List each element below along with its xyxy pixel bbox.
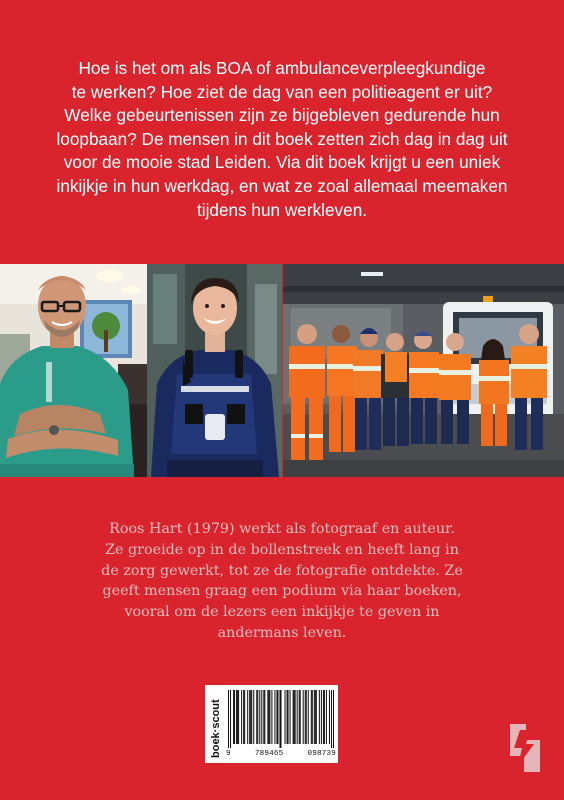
isbn-group-1: 789465: [254, 750, 284, 758]
barcode-bar: [263, 690, 264, 744]
barcode-bar: [323, 690, 324, 744]
barcode-bar: [324, 690, 325, 744]
barcode-bar: [279, 690, 280, 748]
book-blurb: [40, 57, 524, 222]
blurb-line: voor de mooie stad Leiden. Via dit boek krijgt u een uniek: [63, 152, 501, 173]
barcode-bar: [303, 690, 304, 744]
barcode-bar: [261, 690, 262, 744]
barcode-bar: [257, 690, 258, 744]
barcode-bar: [319, 690, 320, 744]
barcode-bar: [269, 690, 270, 744]
barcode-bar: [329, 690, 330, 744]
barcode-bar: [259, 690, 260, 744]
barcode-bar: [331, 690, 332, 748]
barcode-bar: [253, 690, 254, 744]
blurb-line: inkijkje in hun werkdag, en wat ze zoal allemaal meemaken: [56, 175, 508, 196]
barcode-bar: [300, 690, 301, 744]
boa-officer-photo: [147, 264, 282, 477]
barcode-bar: [247, 690, 248, 744]
barcode-bar: [305, 690, 306, 744]
barcode-bar: [297, 690, 298, 744]
lightning-logo: [504, 720, 548, 776]
barcode-bar: [293, 690, 294, 744]
barcode-bar: [321, 690, 322, 744]
blurb-line: te werken? Hoe ziet de dag van een politieagent er uit?: [71, 81, 493, 102]
bio-line: andermans leven.: [217, 624, 347, 641]
blurb-line: tijdens hun werkleven.: [196, 199, 368, 220]
barcode-bar: [294, 690, 295, 744]
bio-line: de zorg gewerkt, tot ze de fotografie ontdekte. Ze: [101, 562, 463, 579]
barcode-bar: [236, 690, 237, 744]
barcode-bar: [256, 690, 257, 744]
barcode-bar: [299, 690, 300, 744]
barcode-bar: [290, 690, 291, 744]
bio-line: geeft mensen graag een podium via haar boeken,: [102, 583, 462, 600]
barcode-bar: [250, 690, 251, 744]
barcode-bar: [288, 690, 289, 744]
barcode-bar: [244, 690, 245, 744]
barcode-bar: [312, 690, 313, 744]
blurb-line: Welke gebeurtenissen zijn ze bijgebleven gedurende hun: [64, 105, 500, 126]
barcode-bar: [243, 690, 244, 744]
isbn-first-digit: 9: [226, 750, 231, 758]
barcode-bar: [333, 690, 334, 748]
isbn-number: [226, 750, 336, 758]
sanitation-crew-photo: [283, 264, 564, 477]
barcode-bar: [308, 690, 309, 744]
barcode-bar: [234, 690, 235, 744]
barcode-bar: [287, 690, 288, 744]
ambulance-nurse-photo: [0, 264, 147, 477]
barcode-bar: [271, 690, 272, 744]
isbn-group-2: 098739: [307, 750, 336, 758]
barcode-bar: [264, 690, 265, 744]
barcode-bar: [267, 690, 268, 744]
publisher-logo: [207, 688, 223, 760]
barcode-bar: [315, 690, 316, 744]
bio-line: vooral om de lezers een inkijkje te geven in: [124, 604, 440, 621]
blurb-line: Hoe is het om als BOA of ambulanceverpleegkundige: [78, 58, 486, 78]
barcode-bar: [326, 690, 327, 744]
barcode-bar: [237, 690, 238, 744]
bio-line: Ze groeide op in de bollenstreek en heeft lang in: [105, 541, 459, 558]
barcode-bar: [316, 690, 317, 744]
barcode: [228, 690, 334, 748]
barcode-bar: [238, 690, 239, 744]
barcode-bar: [285, 690, 286, 744]
bio-line: Roos Hart (1979) werkt als fotograaf en auteur.: [109, 521, 455, 537]
author-bio: [60, 519, 504, 644]
barcode-bar: [295, 690, 296, 744]
photo-strip: [0, 264, 564, 477]
barcode-bar: [268, 690, 269, 744]
barcode-bar: [230, 690, 231, 748]
blurb-line: loopbaan? De mensen in dit boek zetten zich dag in dag uit: [56, 128, 508, 149]
barcode-bar: [311, 690, 312, 744]
barcode-bar: [281, 690, 282, 748]
barcode-bar: [228, 690, 229, 748]
barcode-bar: [249, 690, 250, 744]
barcode-bar: [233, 690, 234, 744]
barcode-bar: [241, 690, 242, 744]
barcode-bar: [277, 690, 278, 744]
barcode-bar: [251, 690, 252, 744]
barcode-bar: [314, 690, 315, 744]
barcode-bar: [276, 690, 277, 744]
barcode-bar: [274, 690, 275, 744]
publisher-logo-text: boek·scout: [210, 699, 222, 758]
barcode-bar: [306, 690, 307, 744]
